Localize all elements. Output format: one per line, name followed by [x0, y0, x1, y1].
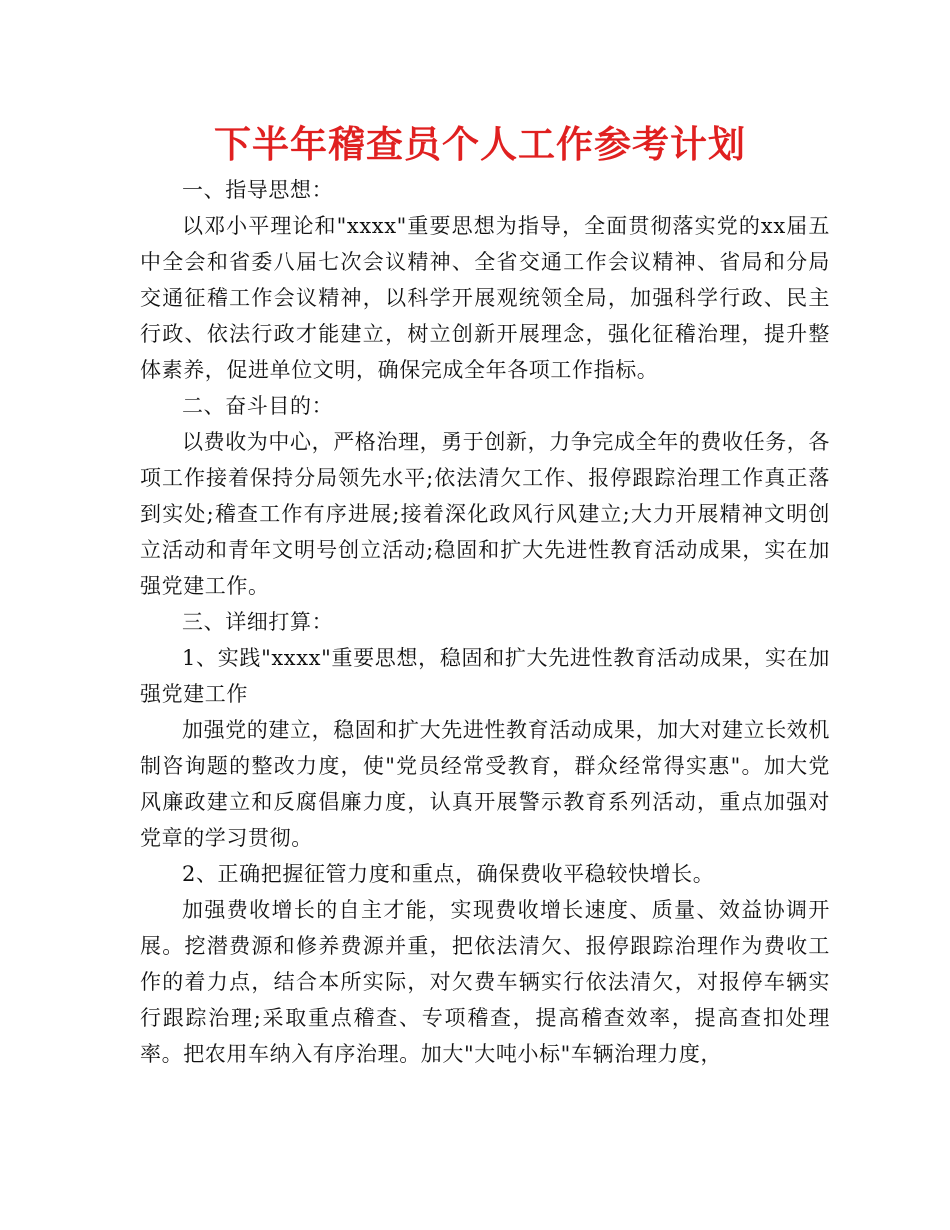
- section-heading-detailed-plan: 三、详细打算：: [182, 610, 334, 634]
- section-heading-goals: 二、奋斗目的：: [182, 394, 334, 418]
- paragraph-guiding-ideology: 以邓小平理论和"xxxx"重要思想为指导，全面贯彻落实党的xx届五中全会和省委八届七次会议精神、全省交通工作会议精神、省局和分局交通征稽工作会议精神，以科学开展观统领全局，加强科学行政、民主行政、依法行政才能建立，树立创新开展理念，强化征稽治理，提升整体素养，促进单位文明，确保完成全年各项工作指标。: [140, 214, 830, 382]
- subheading-item-2: 2、正确把握征管力度和重点，确保费收平稳较快增长。: [182, 862, 715, 886]
- document-body: [140, 172, 830, 1072]
- paragraph-item-1: 加强党的建立，稳固和扩大先进性教育活动成果，加大对建立长效机制咨询题的整改力度，使"党员经常受教育，群众经常得实惠"。加大党风廉政建立和反腐倡廉力度，认真开展警示教育系列活动，重点加强对党章的学习贯彻。: [140, 718, 830, 850]
- paragraph-item-2: 加强费收增长的自主才能，实现费收增长速度、质量、效益协调开展。挖潜费源和修养费源并重，把依法清欠、报停跟踪治理作为费收工作的着力点，结合本所实际，对欠费车辆实行依法清欠，对报停车辆实行跟踪治理;采取重点稽查、专项稽查，提高稽查效率，提高查扣处理率。把农用车纳入有序治理。加大"大吨小标"车辆治理力度，: [140, 898, 830, 1066]
- section-heading-guiding-ideology: 一、指导思想：: [182, 178, 334, 202]
- subheading-item-1: 1、实践"xxxx"重要思想，稳固和扩大先进性教育活动成果，实在加强党建工作: [140, 646, 830, 706]
- paragraph-goals: 以费收为中心，严格治理，勇于创新，力争完成全年的费收任务，各项工作接着保持分局领先水平;依法清欠工作、报停跟踪治理工作真正落到实处;稽查工作有序进展;接着深化政风行风建立;大力开展精神文明创立活动和青年文明号创立活动;稳固和扩大先进性教育活动成果，实在加强党建工作。: [140, 430, 830, 598]
- document-title: 下半年稽查员个人工作参考计划: [214, 123, 746, 166]
